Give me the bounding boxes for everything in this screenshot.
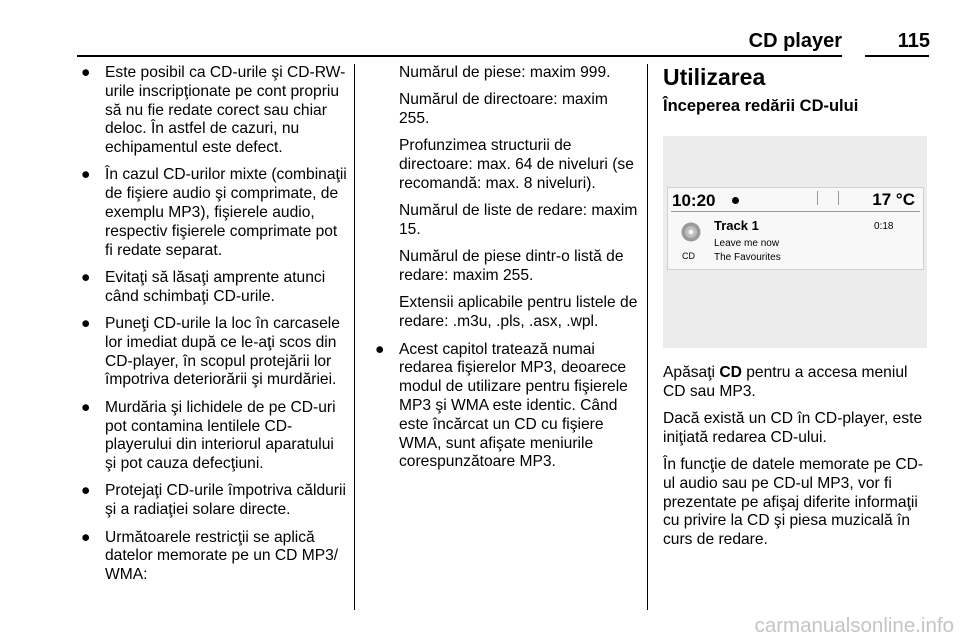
display-illustration — [663, 136, 927, 348]
separator — [838, 191, 839, 205]
subsection-heading: Începerea redării CD-ului — [663, 97, 859, 115]
cd-key-label: CD — [719, 363, 742, 381]
list-item: ● Protejaţi CD-urile împotriva căldurii şi a radiaţiei solare directe. — [81, 482, 346, 519]
header-rule-right — [865, 55, 929, 57]
watermark: carmanualsonline.info — [754, 614, 954, 637]
bullet-icon: ● — [81, 398, 91, 416]
track-title: Track 1 — [714, 217, 759, 233]
restriction-text: Profunzimea structurii de directoare: max. 64 de niveluri (se recomandă: max. 8 niveluri). — [399, 137, 634, 192]
separator — [817, 191, 818, 205]
info-display — [667, 187, 924, 270]
list-item: ● Este posibil ca CD-urile şi CD-RW-urile inscripţionate pe cont propriu să nu fie redate corect sau chiar deloc. În astfel de cazuri, nu echipamentul este defect. — [81, 64, 346, 157]
middle-column — [375, 64, 641, 481]
restriction-text: Numărul de directoare: maxim 255. — [399, 91, 608, 128]
list-item: ● Următoarele restricţii se aplică datelor memorate pe un CD MP3/ WMA: — [81, 528, 339, 584]
source-label: CD — [682, 250, 695, 261]
elapsed-time: 0:18 — [874, 220, 894, 232]
status-dot-icon — [732, 197, 739, 204]
list-item: ● În cazul CD-urilor mixte (combinaţii de fişiere audio şi comprimate, de exemplu MP3), fişierele audio, respectiv fişierele comprimate pot fi redate separat. — [81, 166, 347, 259]
album-title: The Favourites — [714, 251, 781, 263]
page-number: 115 — [897, 30, 930, 52]
temperature: 17 °C — [872, 189, 915, 209]
bullet-icon: ● — [81, 268, 91, 286]
bullet-icon: ● — [81, 482, 91, 500]
restriction-text: Numărul de piese dintr-o listă de redare: maxim 255. — [399, 248, 624, 285]
left-column — [81, 64, 349, 593]
column-divider — [354, 64, 355, 610]
paragraph: În funcţie de datele memorate pe CD-ul audio sau pe CD-ul MP3, vor fi prezentate pe afişaj diferite informaţii cu privire la CD şi piesa muzicală în curs de redare. — [663, 455, 924, 549]
section-heading: Utilizarea — [663, 64, 766, 90]
list-item: ● Acest capitol tratează numai redarea fişierelor MP3, deoarece modul de utilizare pentru fişierele MP3 şi WMA este identic. Când este încărcat un CD cu fişiere WMA, sunt afişate meniurile corespunzătoare MP3. — [375, 340, 628, 471]
right-column — [663, 64, 928, 558]
bullet-icon: ● — [81, 315, 91, 333]
restriction-text: Numărul de liste de redare: maxim 15. — [399, 202, 638, 239]
bullet-icon: ● — [81, 166, 91, 184]
paragraph: Dacă există un CD în CD-player, este iniţiată redarea CD-ului. — [663, 409, 923, 446]
restriction-text: Numărul de piese: maxim 999. — [399, 64, 611, 81]
bullet-icon: ● — [81, 64, 91, 81]
column-divider — [647, 64, 648, 610]
song-title: Leave me now — [714, 237, 780, 249]
bullet-icon: ● — [81, 528, 91, 546]
restriction-text: Extensii aplicabile pentru listele de redare: .m3u, .pls, .asx, .wpl. — [399, 294, 638, 331]
cd-disc-icon — [681, 222, 701, 242]
list-item: ● Evitaţi să lăsaţi amprente atunci când schimbaţi CD-urile. — [81, 268, 326, 305]
instruction-text: Apăsaţi CD pentru a accesa meniul CD sau MP3. — [663, 363, 908, 400]
section-title: CD player — [748, 30, 842, 52]
clock: 10:20 — [672, 190, 716, 210]
list-item: ● Puneţi CD-urile la loc în carcasele lor imediat după ce le-aţi scos din CD-player, în scopul protejării lor împotriva deteriorării şi murdăriei. — [81, 315, 340, 389]
list-item: ● Murdăria şi lichidele de pe CD-uri pot contamina lentilele CD-playerului din interiorul aparatului şi pot cauza defecţiuni. — [81, 398, 336, 473]
header-rule — [77, 55, 842, 57]
display-divider — [671, 211, 920, 212]
bullet-icon: ● — [375, 340, 385, 358]
